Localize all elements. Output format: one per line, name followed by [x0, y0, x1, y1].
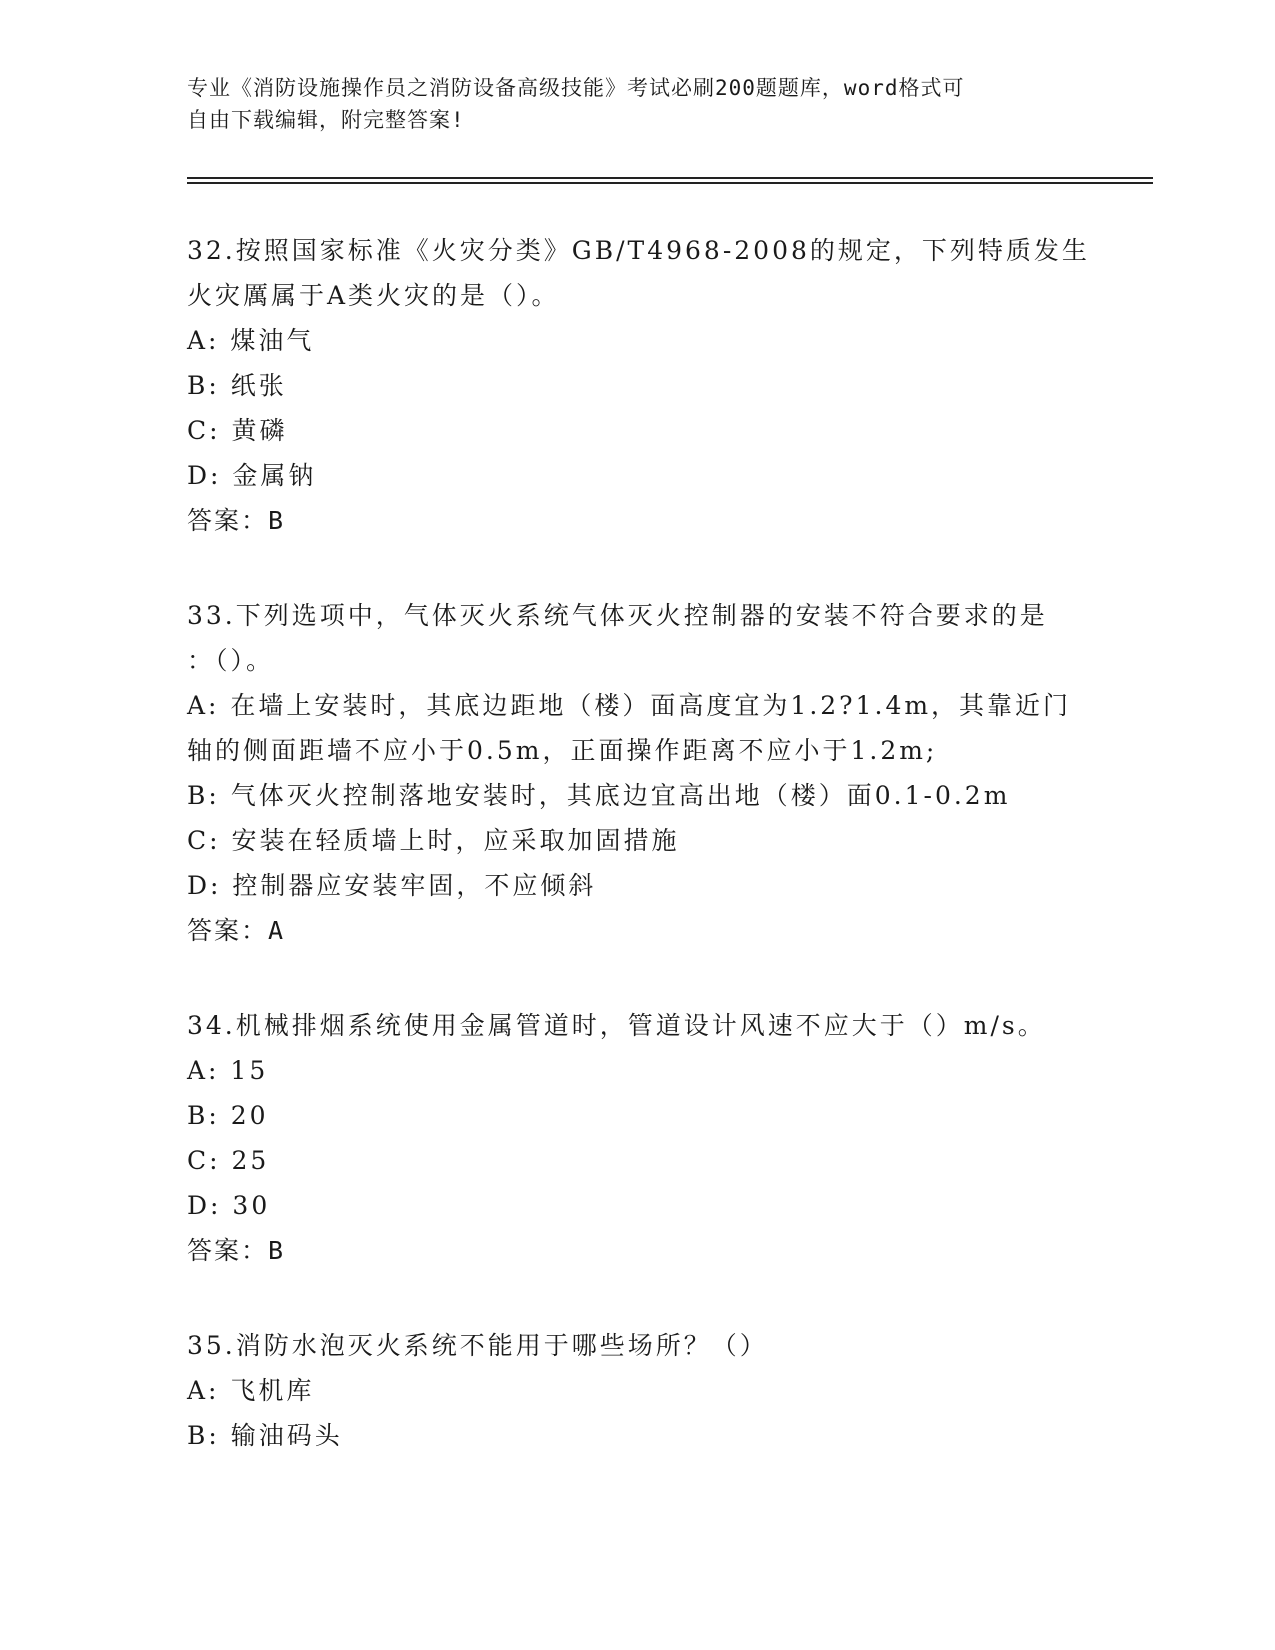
answer: 答案：B: [187, 506, 286, 535]
question-35: [187, 1323, 1087, 1458]
question-stem: 35.消防水泡灭火系统不能用于哪些场所？（）: [187, 1331, 768, 1360]
option-d: D: 30: [187, 1191, 271, 1220]
option-a: A: 煤油气: [187, 326, 315, 355]
option-a: A: 飞机库: [187, 1376, 315, 1405]
answer: 答案：A: [187, 916, 286, 945]
option-b: B: 输油码头: [187, 1421, 343, 1450]
header-divider-top: [187, 177, 1153, 179]
header-line-2: 自由下载编辑，附完整答案!: [187, 108, 465, 132]
option-b: B: 纸张: [187, 371, 287, 400]
option-b: B: 20: [187, 1101, 269, 1130]
option-c: C: 25: [187, 1146, 270, 1175]
document-header: [187, 72, 1067, 136]
option-b: B: 气体灭火控制落地安装时，其底边宜高出地（楼）面0.1-0.2m: [187, 781, 1011, 810]
option-c: C: 黄磷: [187, 416, 288, 445]
answer: 答案：B: [187, 1236, 286, 1265]
option-c: C: 安装在轻质墙上时，应采取加固措施: [187, 826, 680, 855]
question-list: [187, 228, 1090, 1508]
question-34: [187, 1003, 1087, 1273]
header-divider-bottom: [187, 182, 1153, 184]
question-32: [187, 228, 1090, 543]
question-stem: 32.按照国家标准《火灾分类》GB/T4968-2008的规定，下列特质发生: [187, 236, 1090, 265]
question-stem: ：（）。: [187, 646, 275, 675]
option-a: A: 在墙上安装时，其底边距地（楼）面高度宜为1.2?1.4m，其靠近门: [187, 691, 1072, 720]
question-stem: 34.机械排烟系统使用金属管道时，管道设计风速不应大于（）m/s。: [187, 1011, 1046, 1040]
option-d: D: 金属钠: [187, 461, 317, 490]
header-line-1: 专业《消防设施操作员之消防设备高级技能》考试必刷200题题库，word格式可: [187, 76, 965, 100]
option-d: D: 控制器应安装牢固，不应倾斜: [187, 871, 597, 900]
option-a: A: 15: [187, 1056, 269, 1085]
question-stem: 33.下列选项中，气体灭火系统气体灭火控制器的安装不符合要求的是: [187, 601, 1048, 630]
option-a-continued: 轴的侧面距墙不应小于0.5m，正面操作距离不应小于1.2m;: [187, 736, 938, 765]
question-33: [187, 593, 1087, 953]
question-stem: 火灾厲属于A类火灾的是（）。: [187, 281, 560, 310]
